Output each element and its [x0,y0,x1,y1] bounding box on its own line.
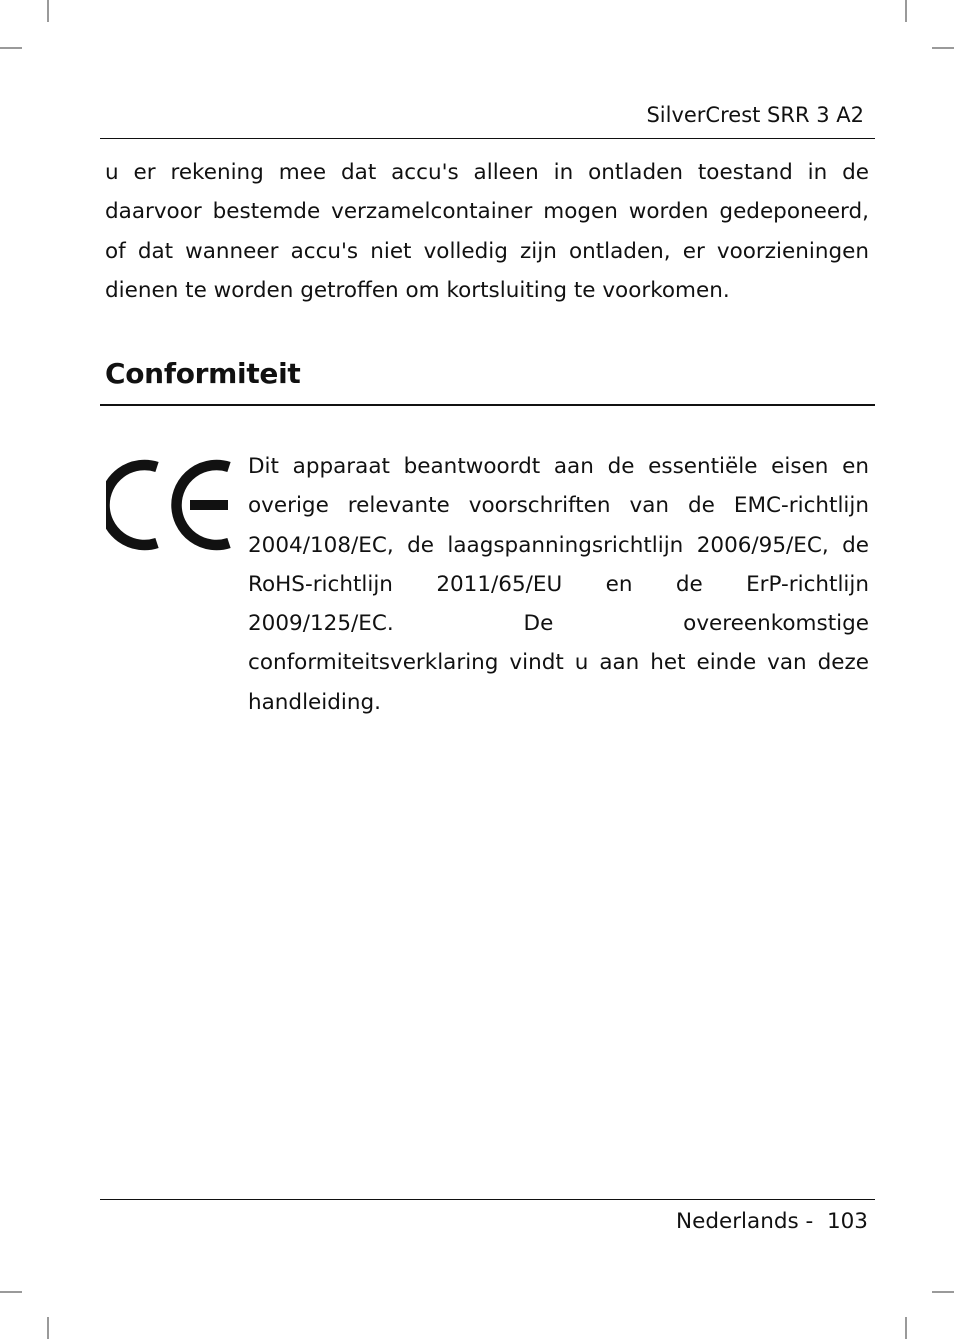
crop-mark-bottom-left-horizontal [0,1291,22,1293]
ce-mark-c [106,465,157,545]
footer-language: Nederlands - [676,1209,814,1234]
conformity-paragraph: Dit apparaat beantwoordt aan de essentiële eisen en overige relevante voorschriften van de EMC-richtlijn 2004/108/EC, de laagspanningsrichtlijn 2006/95/EC, de RoHS-richtlijn 2011/65/EU en de ErP-richtlijn 2009/125/EC. De overeenkomstige conformiteitsverklaring vindt u aan het einde van deze handleiding. [248,454,869,715]
page-header [100,100,864,130]
crop-mark-top-left-vertical [47,0,49,22]
header-rule [100,138,875,139]
section-rule [100,404,875,406]
crop-mark-top-right-vertical [905,0,907,22]
section-title: Conformiteit [105,357,301,390]
ce-mark-logo [106,458,234,552]
crop-mark-bottom-right-vertical [905,1317,907,1339]
crop-mark-bottom-left-vertical [47,1317,49,1339]
crop-mark-top-right-horizontal [932,47,954,49]
ce-mark-e-bar [190,500,228,510]
crop-mark-top-left-horizontal [0,47,22,49]
footer-rule [100,1199,875,1200]
header-product-name: SilverCrest SRR 3 A2 [646,103,864,127]
crop-mark-bottom-right-horizontal [932,1291,954,1293]
page-footer [100,1206,868,1238]
intro-paragraph: u er rekening mee dat accu's alleen in ontladen toestand in de daarvoor bestemde verzamelcontainer mogen worden gedeponeerd, of dat wanneer accu's niet volledig zijn ontladen, er voorzieningen dienen te worden getroffen om kortsluiting te voorkomen. [105,160,869,303]
page-number: 103 [826,1209,868,1234]
